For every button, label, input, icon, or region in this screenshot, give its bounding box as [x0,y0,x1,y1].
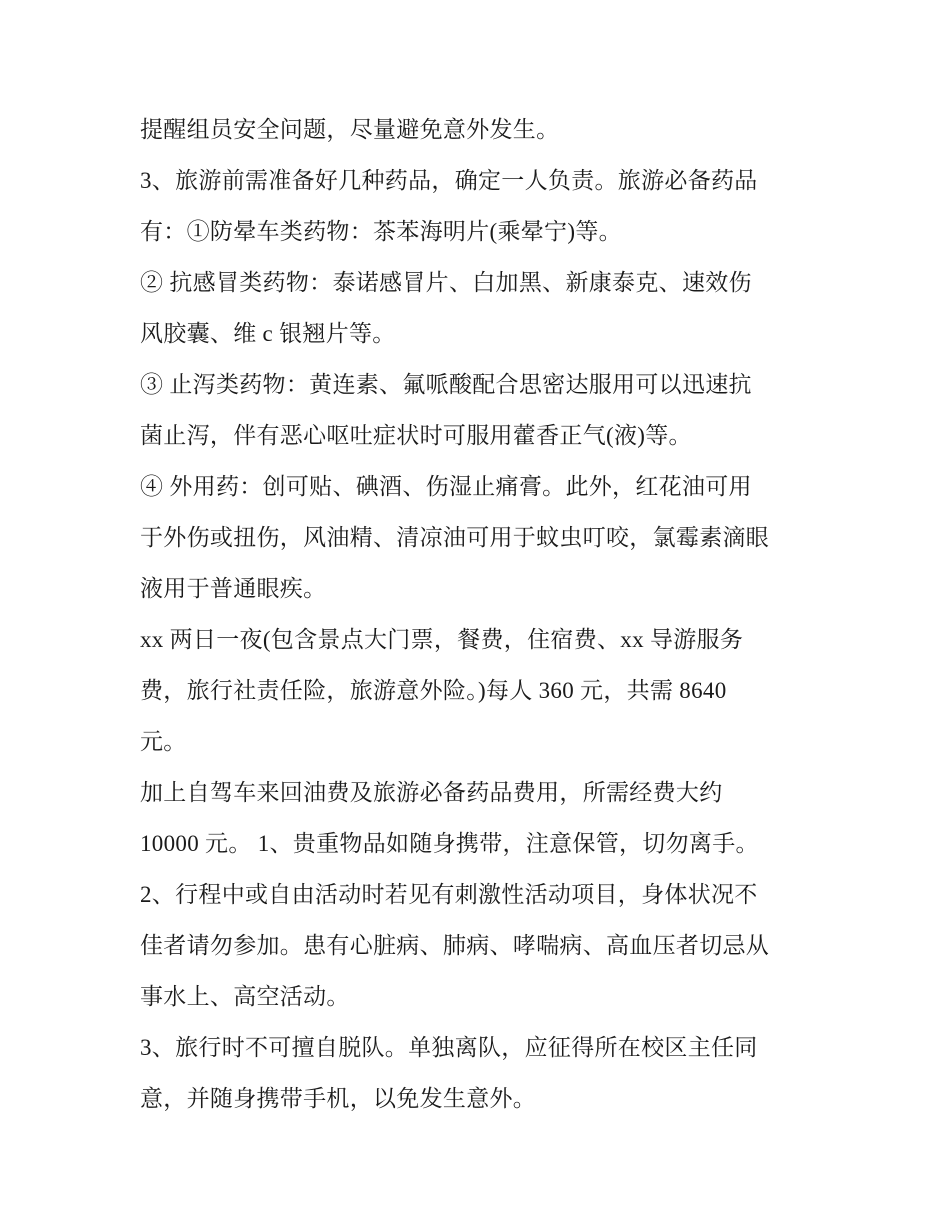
text-line: ③ 止泻类药物：黄连素、氟哌酸配合思密达服用可以迅速抗 [140,372,752,397]
text-line: ④ 外用药：创可贴、碘酒、伤湿止痛膏。此外，红花油可用 [140,474,752,499]
text-line: 2、行程中或自由活动时若见有刺激性活动项目，身体状况不 [140,882,758,907]
text-line: 提醒组员安全问题，尽量避免意外发生。 [140,117,560,142]
text-line: 菌止泻，伴有恶心呕吐症状时可服用藿香正气(液)等。 [140,423,692,448]
text-line: 3、旅游前需准备好几种药品，确定一人负责。旅游必备药品 [140,168,758,193]
text-line: 液用于普通眼疾。 [140,576,327,601]
text-line: 于外伤或扭伤，风油精、清凉油可用于蚊虫叮咬，氯霉素滴眼 [140,525,770,550]
text-line: 意，并随身携带手机，以免发生意外。 [140,1086,537,1111]
text-line: 加上自驾车来回油费及旅游必备药品费用，所需经费大约 [140,780,723,805]
text-line: 事水上、高空活动。 [140,984,350,1009]
text-line: 有：①防晕车类药物：茶苯海明片(乘晕宁)等。 [140,219,622,244]
text-line: 10000 元。 1、贵重物品如随身携带，注意保管，切勿离手。 [140,831,759,856]
text-line: 风胶囊、维 c 银翘片等。 [140,321,396,346]
document-body [140,104,830,1124]
text-line: xx 两日一夜(包含景点大门票，餐费，住宿费、xx 导游服务 [140,627,744,652]
text-line: 费，旅行社责任险，旅游意外险。)每人 360 元，共需 8640 [140,678,727,703]
text-line: 元。 [140,729,187,754]
text-line: 3、旅行时不可擅自脱队。单独离队，应征得所在校区主任同 [140,1035,758,1060]
text-line: 佳者请勿参加。患有心脏病、肺病、哮喘病、高血压者切忌从 [140,933,770,958]
text-line: ② 抗感冒类药物：泰诺感冒片、白加黑、新康泰克、速效伤 [140,270,752,295]
